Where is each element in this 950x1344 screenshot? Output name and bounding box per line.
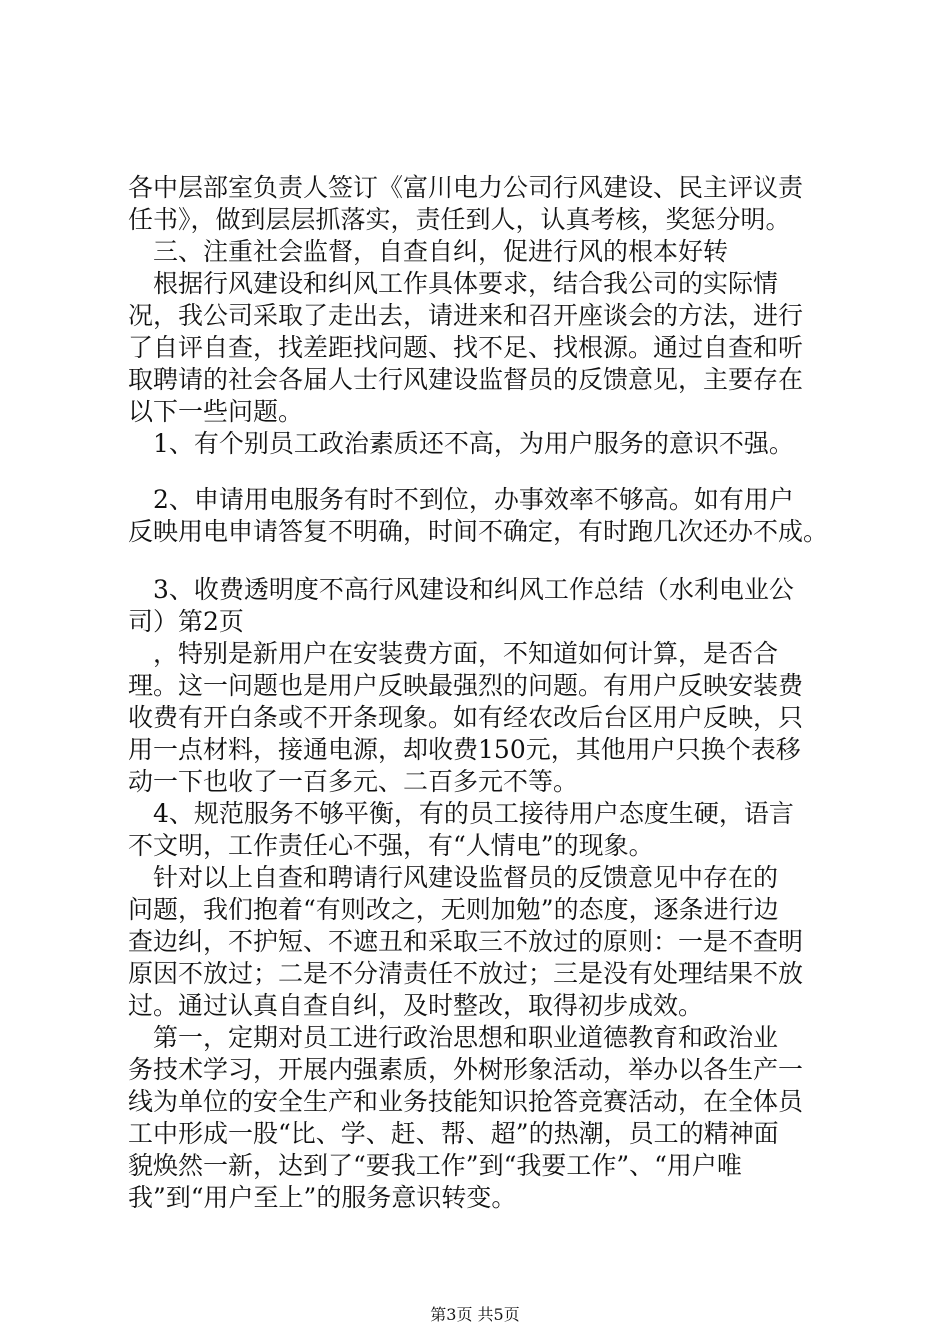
text-line: 各中层部室负责人签订《富川电力公司行风建设、民主评议责 <box>128 173 804 202</box>
text-line: ，特别是新用户在安装费方面，不知道如何计算，是否合 <box>128 639 779 668</box>
text-line: 动一下也收了一百多元、二百多元不等。 <box>128 767 579 796</box>
text-line: 我”到“用户至上”的服务意识转变。 <box>128 1183 517 1212</box>
text-line: 4、规范服务不够平衡，有的员工接待用户态度生硬，语言 <box>128 799 794 828</box>
text-line: 原因不放过；二是不分清责任不放过；三是没有处理结果不放 <box>128 959 804 988</box>
text-line: 任书》，做到层层抓落实，责任到人，认真考核，奖惩分明。 <box>128 205 791 234</box>
text-line: 务技术学习，开展内强素质，外树形象活动，举办以各生产一 <box>128 1055 804 1084</box>
text-line: 况，我公司采取了走出去，请进来和召开座谈会的方法，进行 <box>128 301 804 330</box>
text-line: 用一点材料，接通电源，却收费150元，其他用户只换个表移 <box>128 735 801 764</box>
page-footer: 第3页 共5页 <box>430 1305 520 1324</box>
text-line: 过。通过认真自查自纠，及时整改，取得初步成效。 <box>128 991 704 1020</box>
text-line: 查边纠，不护短、不遮丑和采取三不放过的原则：一是不查明 <box>128 927 804 956</box>
text-line: 理。这一问题也是用户反映最强烈的问题。有用户反映安装费 <box>128 671 804 700</box>
text-line: 貌焕然一新，达到了“要我工作”到“我要工作”、“用户唯 <box>128 1151 742 1180</box>
text-line: 取聘请的社会各届人士行风建设监督员的反馈意见，主要存在 <box>128 365 804 394</box>
text-line: 收费有开白条或不开条现象。如有经农改后台区用户反映，只 <box>128 703 804 732</box>
text-line: 根据行风建设和纠风工作具体要求，结合我公司的实际情 <box>128 269 779 298</box>
text-line: 2、申请用电服务有时不到位，办事效率不够高。如有用户 <box>128 485 794 514</box>
text-line: 第一，定期对员工进行政治思想和职业道德教育和政治业 <box>128 1023 779 1052</box>
text-line: 了自评自查，找差距找问题、找不足、找根源。通过自查和听 <box>128 333 804 362</box>
text-line: 线为单位的安全生产和业务技能知识抢答竞赛活动，在全体员 <box>128 1087 804 1116</box>
text-line: 司）第2页 <box>128 607 244 636</box>
text-line: 反映用电申请答复不明确，时间不确定，有时跑几次还办不成。 <box>128 517 829 546</box>
text-line: 以下一些问题。 <box>128 397 304 426</box>
text-line: 3、收费透明度不高行风建设和纠风工作总结（水利电业公 <box>128 575 794 604</box>
text-line: 不文明，工作责任心不强，有“人情电”的现象。 <box>128 831 654 860</box>
section-heading: 三、注重社会监督，自查自纠，促进行风的根本好转 <box>128 237 729 266</box>
text-line: 工中形成一股“比、学、赶、帮、超”的热潮，员工的精神面 <box>128 1119 779 1148</box>
text-line: 问题，我们抱着“有则改之，无则加勉”的态度，逐条进行边 <box>128 895 779 924</box>
text-line: 1、有个别员工政治素质还不高，为用户服务的意识不强。 <box>128 429 794 458</box>
text-line: 针对以上自查和聘请行风建设监督员的反馈意见中存在的 <box>128 863 779 892</box>
